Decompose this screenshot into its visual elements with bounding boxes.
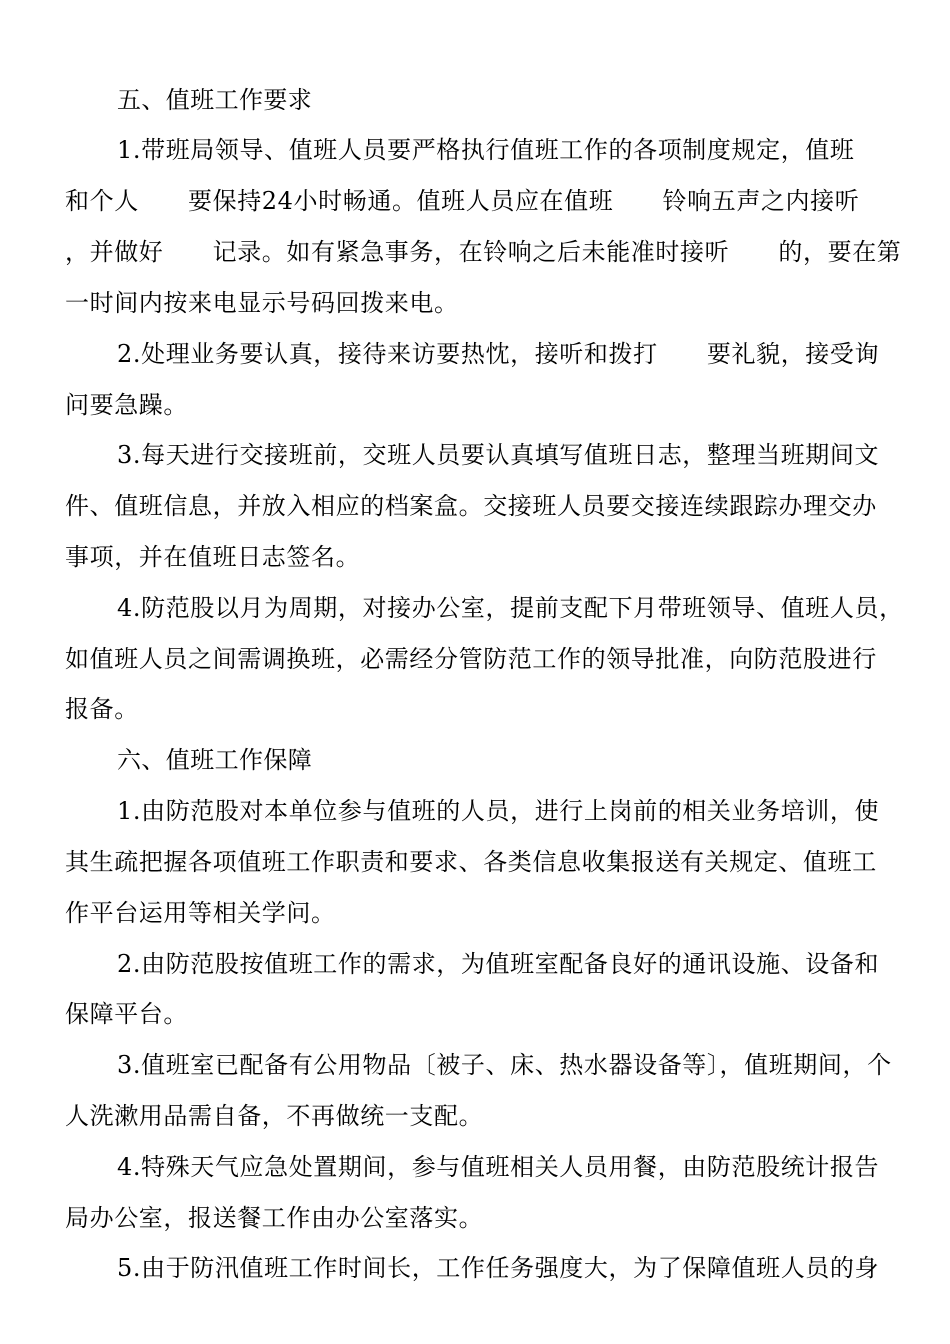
paragraph-line: 保障平台。 bbox=[65, 1000, 188, 1028]
paragraph-line: 一时间内按来电显示号码回拨来电。 bbox=[65, 289, 459, 317]
paragraph-line: 如值班人员之间需调换班，必需经分管防范工作的领导批准，向防范股进行 bbox=[65, 645, 877, 673]
paragraph-line: 其生疏把握各项值班工作职责和要求、各类信息收集报送有关规定、值班工 bbox=[65, 848, 877, 876]
paragraph-line: 1.带班局领导、值班人员要严格执行值班工作的各项制度规定，值班 bbox=[117, 136, 855, 164]
paragraph-line: 4.防范股以月为周期，对接办公室，提前支配下月带班领导、值班人员， bbox=[117, 594, 904, 622]
paragraph-line: 3.每天进行交接班前，交班人员要认真填写值班日志，整理当班期间文 bbox=[117, 441, 880, 469]
paragraph-line: 3.值班室已配备有公用物品〔被子、床、热水器设备等〕，值班期间，个 bbox=[117, 1051, 892, 1079]
paragraph-line: 局办公室，报送餐工作由办公室落实。 bbox=[65, 1204, 484, 1232]
paragraph-line: 2.由防范股按值班工作的需求，为值班室配备良好的通讯设施、设备和 bbox=[117, 950, 880, 978]
paragraph-line: 2.处理业务要认真，接待来访要热忱，接听和拨打 要礼貌，接受询 bbox=[117, 340, 880, 368]
paragraph-line: ，并做好 记录。如有紧急事务，在铃响之后未能准时接听 的，要在第 bbox=[65, 238, 902, 266]
paragraph-line: 问要急躁。 bbox=[65, 391, 188, 419]
paragraph-line: 件、值班信息，并放入相应的档案盒。交接班人员要交接连续跟踪办理交办 bbox=[65, 492, 877, 520]
paragraph-line: 作平台运用等相关学问。 bbox=[65, 899, 336, 927]
paragraph-line: 人洗漱用品需自备，不再做统一支配。 bbox=[65, 1102, 484, 1130]
paragraph-line: 报备。 bbox=[65, 695, 139, 723]
paragraph-line: 4.特殊天气应急处置期间，参与值班相关人员用餐，由防范股统计报告 bbox=[117, 1153, 880, 1181]
paragraph-line: 事项，并在值班日志签名。 bbox=[65, 543, 361, 571]
paragraph-line: 1.由防范股对本单位参与值班的人员，进行上岗前的相关业务培训，使 bbox=[117, 797, 880, 825]
paragraph-line: 和个人 要保持24小时畅通。值班人员应在值班 铃响五声之内接听 bbox=[65, 187, 860, 215]
section-heading-duty-requirements: 五、值班工作要求 bbox=[117, 86, 313, 114]
section-heading-duty-support: 六、值班工作保障 bbox=[117, 746, 313, 774]
paragraph-line: 5.由于防汛值班工作时间长，工作任务强度大，为了保障值班人员的身 bbox=[117, 1254, 880, 1282]
